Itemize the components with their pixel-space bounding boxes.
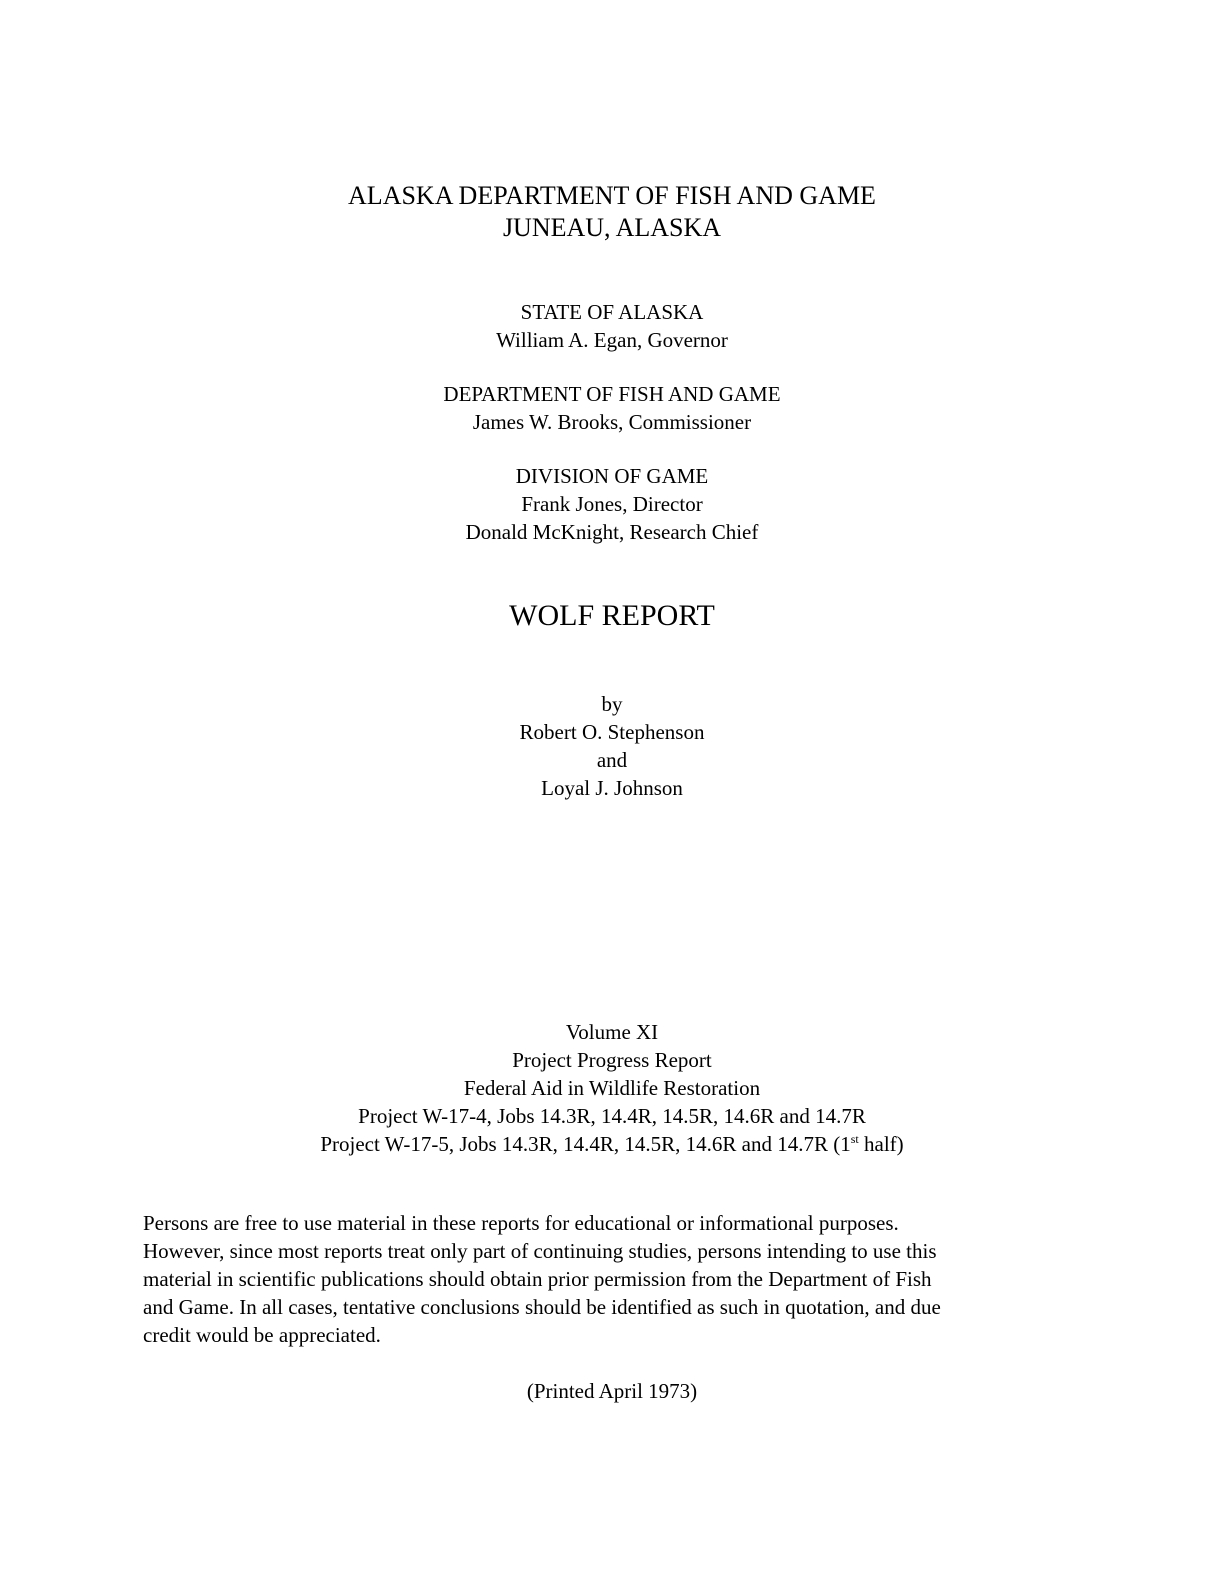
notice-line-4: and Game. In all cases, tentative conclusions should be identified as such in quotation, and due bbox=[143, 1295, 941, 1319]
state-block bbox=[0, 298, 1224, 354]
research-chief: Donald McKnight, Research Chief bbox=[465, 520, 759, 544]
report-type: Project Progress Report bbox=[512, 1048, 712, 1072]
project-2-prefix: Project W-17-5, Jobs 14.3R, 14.4R, 14.5R, 14.6R and 14.7R (1 bbox=[320, 1132, 851, 1156]
report-title-block bbox=[0, 598, 1224, 634]
notice-line-2: However, since most reports treat only part of continuing studies, persons intending to use this bbox=[143, 1239, 937, 1263]
director: Frank Jones, Director bbox=[521, 492, 703, 516]
project-2 bbox=[0, 1130, 1224, 1158]
author-1: Robert O. Stephenson bbox=[519, 720, 705, 744]
notice-line-5: credit would be appreciated. bbox=[143, 1323, 381, 1347]
printed-date: (Printed April 1973) bbox=[526, 1379, 698, 1403]
department-block bbox=[0, 380, 1224, 436]
agency-name: ALASKA DEPARTMENT OF FISH AND GAME bbox=[348, 181, 876, 210]
printed-date-block bbox=[0, 1377, 1224, 1405]
governor: William A. Egan, Governor bbox=[496, 328, 728, 352]
authors-block bbox=[0, 690, 1224, 802]
report-title: WOLF REPORT bbox=[509, 599, 715, 632]
division-name: DIVISION OF GAME bbox=[515, 464, 709, 488]
division-block bbox=[0, 462, 1224, 546]
volume-number: Volume XI bbox=[565, 1020, 659, 1044]
agency-header bbox=[0, 180, 1224, 244]
project-1: Project W-17-4, Jobs 14.3R, 14.4R, 14.5R, 14.6R and 14.7R bbox=[358, 1104, 866, 1128]
volume-block bbox=[0, 1018, 1224, 1158]
state-name: STATE OF ALASKA bbox=[520, 300, 704, 324]
by-label: by bbox=[601, 692, 623, 716]
notice-line-3: material in scientific publications should obtain prior permission from the Department of Fish bbox=[143, 1267, 932, 1291]
commissioner: James W. Brooks, Commissioner bbox=[472, 410, 752, 434]
project-2-superscript: st bbox=[850, 1132, 859, 1146]
notice-line-1: Persons are free to use material in these reports for educational or informational purposes. bbox=[143, 1211, 899, 1235]
author-2: Loyal J. Johnson bbox=[541, 776, 683, 800]
and-label: and bbox=[596, 748, 628, 772]
usage-notice bbox=[143, 1209, 1103, 1349]
project-2-suffix: half) bbox=[858, 1132, 904, 1156]
department-name: DEPARTMENT OF FISH AND GAME bbox=[443, 382, 781, 406]
agency-location: JUNEAU, ALASKA bbox=[502, 213, 722, 242]
program-name: Federal Aid in Wildlife Restoration bbox=[463, 1076, 761, 1100]
